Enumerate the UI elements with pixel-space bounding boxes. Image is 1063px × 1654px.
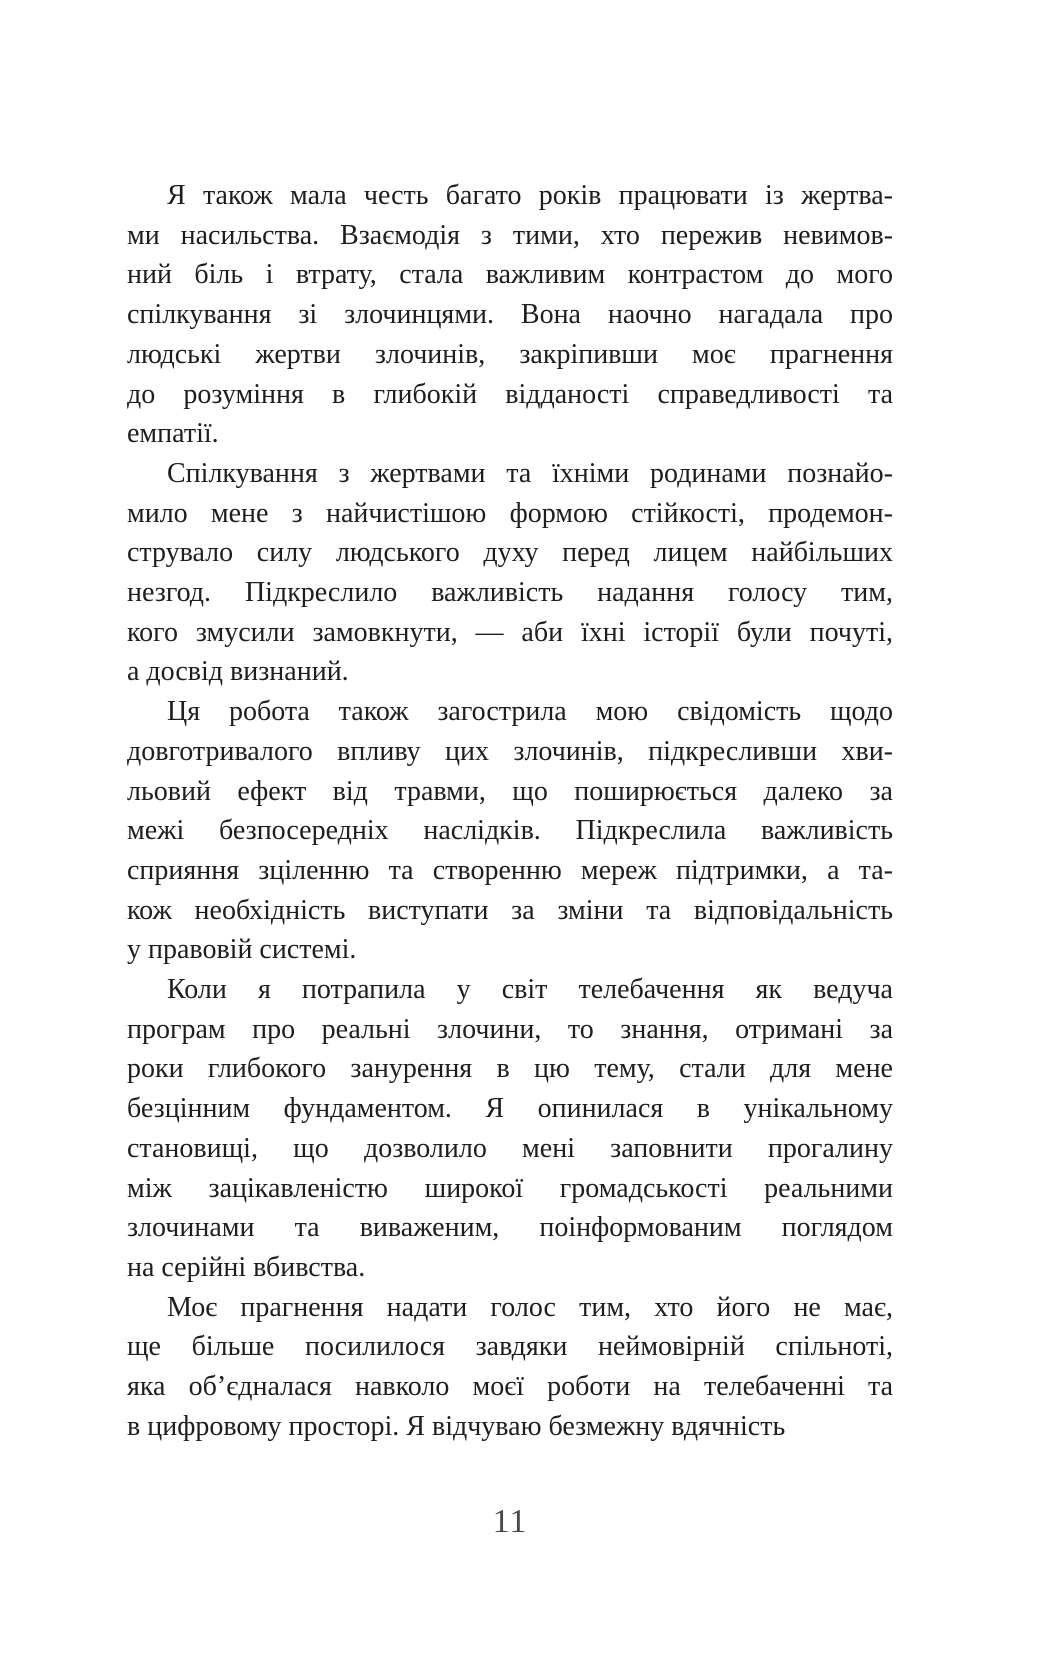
text-line: струвало силу людського духу перед лицем найбільших — [127, 537, 893, 569]
text-line: яка об’єдналася навколо моєї роботи на телебаченні та — [127, 1371, 893, 1403]
text-line: ми насильства. Взаємодія з тими, хто пережив невимов- — [127, 219, 893, 251]
text-line: мило мене з найчистішою формою стійкості, продемон- — [127, 497, 893, 529]
text-line: спілкування зі злочинцями. Вона наочно нагадала про — [127, 299, 893, 331]
text-line: між зацікавленістю широкої громадськості реальними — [127, 1172, 893, 1204]
text-line: до розуміння в глибокій відданості справедливості та — [127, 378, 893, 410]
text-line: ний біль і втрату, стала важливим контрастом до мого — [127, 259, 893, 291]
text-line: а досвід визнаний. — [127, 656, 349, 688]
page-number: 11 — [492, 1503, 528, 1540]
text-line: становищі, що дозволило мені заповнити прогалину — [127, 1132, 893, 1164]
text-line: ще більше посилилося завдяки неймовірній спільноті, — [127, 1331, 893, 1363]
text-line: на серійні вбивства. — [127, 1251, 366, 1283]
text-line: незгод. Підкреслило важливість надання голосу тим, — [127, 577, 893, 609]
text-line: безцінним фундаментом. Я опинилася в унікальному — [127, 1093, 893, 1125]
text-line: Ця робота також загострила мою свідомість щодо — [167, 696, 893, 728]
text-line: сприяння зціленню та створенню мереж підтримки, а та- — [127, 854, 893, 886]
text-line: злочинами та виваженим, поінформованим поглядом — [127, 1212, 893, 1244]
text-line: межі безпосередніх наслідків. Підкреслила важливість — [127, 815, 893, 847]
paragraph — [127, 454, 893, 692]
paragraph — [127, 970, 893, 1288]
body-text — [127, 176, 893, 1447]
text-line: Моє прагнення надати голос тим, хто його не має, — [167, 1291, 893, 1323]
text-line: емпатії. — [127, 418, 219, 450]
text-line: кого змусили замовкнути, — аби їхні історії були почуті, — [127, 616, 893, 648]
text-line: Спілкування з жертвами та їхніми родинами познайо- — [167, 457, 893, 489]
text-line: в цифровому просторі. Я відчуваю безмежну вдячність — [127, 1410, 786, 1442]
text-line: Я також мала честь багато років працювати із жертва- — [167, 180, 893, 211]
text-line: Коли я потрапила у світ телебачення як ведуча — [167, 974, 893, 1006]
paragraph — [127, 1288, 893, 1447]
text-line: роки глибокого занурення в цю тему, стали для мене — [127, 1053, 893, 1085]
text-line: довготривалого впливу цих злочинів, підкресливши хви- — [127, 735, 893, 767]
text-line: у правовій системі. — [127, 934, 357, 966]
text-line: людські жертви злочинів, закріпивши моє прагнення — [127, 338, 893, 370]
paragraph — [127, 176, 893, 454]
text-line: льовий ефект від травми, що поширюється далеко за — [127, 775, 893, 807]
paragraph — [127, 692, 893, 970]
text-line: програм про реальні злочини, то знання, отримані за — [127, 1013, 893, 1045]
text-line: кож необхідність виступати за зміни та відповідальність — [127, 894, 893, 926]
